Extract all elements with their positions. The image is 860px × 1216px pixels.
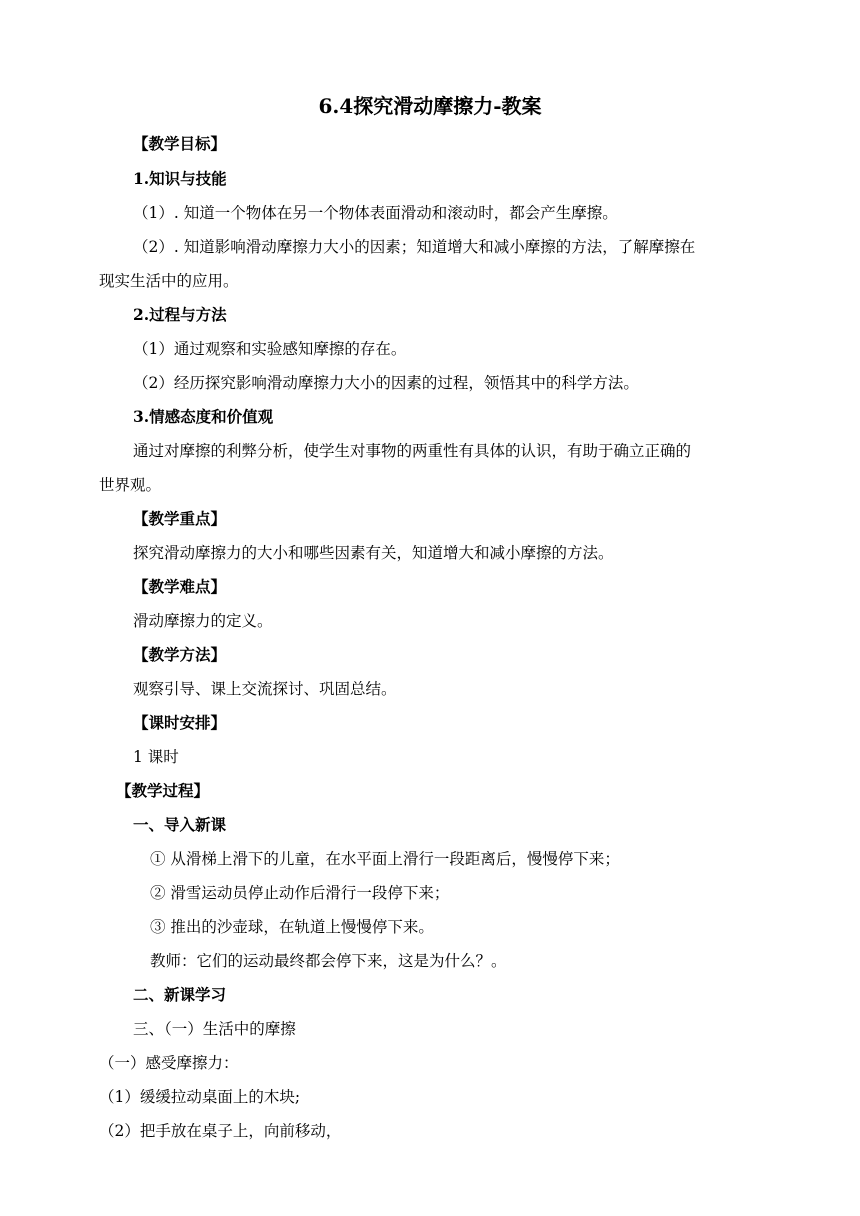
paragraph-line: （1）缓缓拉动桌面上的木块; (99, 1088, 301, 1106)
paragraph-line: （一）感受摩擦力： (99, 1054, 239, 1072)
list-item: ② 滑雪运动员停止动作后滑行一段停下来； (150, 884, 450, 902)
heading-methods: 【教学方法】 (133, 645, 227, 664)
paragraph-line: 三、（一）生活中的摩擦 (133, 1020, 296, 1038)
heading-schedule: 【课时安排】 (133, 713, 227, 732)
subheading-new-lesson: 二、新课学习 (133, 985, 227, 1004)
subheading-attitude-values: 3.情感态度和价值观 (133, 407, 274, 426)
paragraph-line: 通过对摩擦的利弊分析，使学生对事物的两重性有具体的认识，有助于确立正确的 (133, 442, 692, 460)
paragraph-line: 探究滑动摩擦力的大小和哪些因素有关，知道增大和减小摩擦的方法。 (133, 544, 614, 562)
heading-teaching-process: 【教学过程】 (116, 781, 210, 800)
list-item: ③ 推出的沙壶球，在轨道上慢慢停下来。 (150, 918, 434, 936)
subheading-knowledge-skills: 1.知识与技能 (133, 169, 227, 188)
list-item: ① 从滑梯上滑下的儿童，在水平面上滑行一段距离后，慢慢停下来； (150, 850, 620, 868)
paragraph-line: （2）把手放在桌子上，向前移动， (99, 1122, 342, 1140)
paragraph-line: 教师：它们的运动最终都会停下来，这是为什么？。 (150, 952, 507, 970)
document-title: 6.4探究滑动摩擦力-教案 (318, 94, 542, 118)
paragraph-line: （1）通过观察和实验感知摩擦的存在。 (133, 340, 407, 358)
paragraph-line: 1 课时 (133, 748, 179, 766)
paragraph-line: 现实生活中的应用。 (99, 272, 239, 290)
paragraph-line: （2）. 知道影响滑动摩擦力大小的因素；知道增大和减小摩擦的方法，了解摩擦在 (133, 238, 696, 256)
subheading-introduction: 一、导入新课 (133, 815, 227, 834)
paragraph-line: （2）经历探究影响滑动摩擦力大小的因素的过程，领悟其中的科学方法。 (133, 374, 639, 392)
paragraph-line: 世界观。 (99, 476, 162, 494)
heading-teaching-goals: 【教学目标】 (133, 134, 227, 153)
heading-difficulties: 【教学难点】 (133, 577, 227, 596)
paragraph-line: 滑动摩擦力的定义。 (133, 612, 273, 630)
paragraph-line: 观察引导、课上交流探讨、巩固总结。 (133, 680, 397, 698)
subheading-process-method: 2.过程与方法 (133, 305, 227, 324)
paragraph-line: （1）. 知道一个物体在另一个物体表面滑动和滚动时，都会产生摩擦。 (133, 204, 618, 222)
heading-key-points: 【教学重点】 (133, 509, 227, 528)
